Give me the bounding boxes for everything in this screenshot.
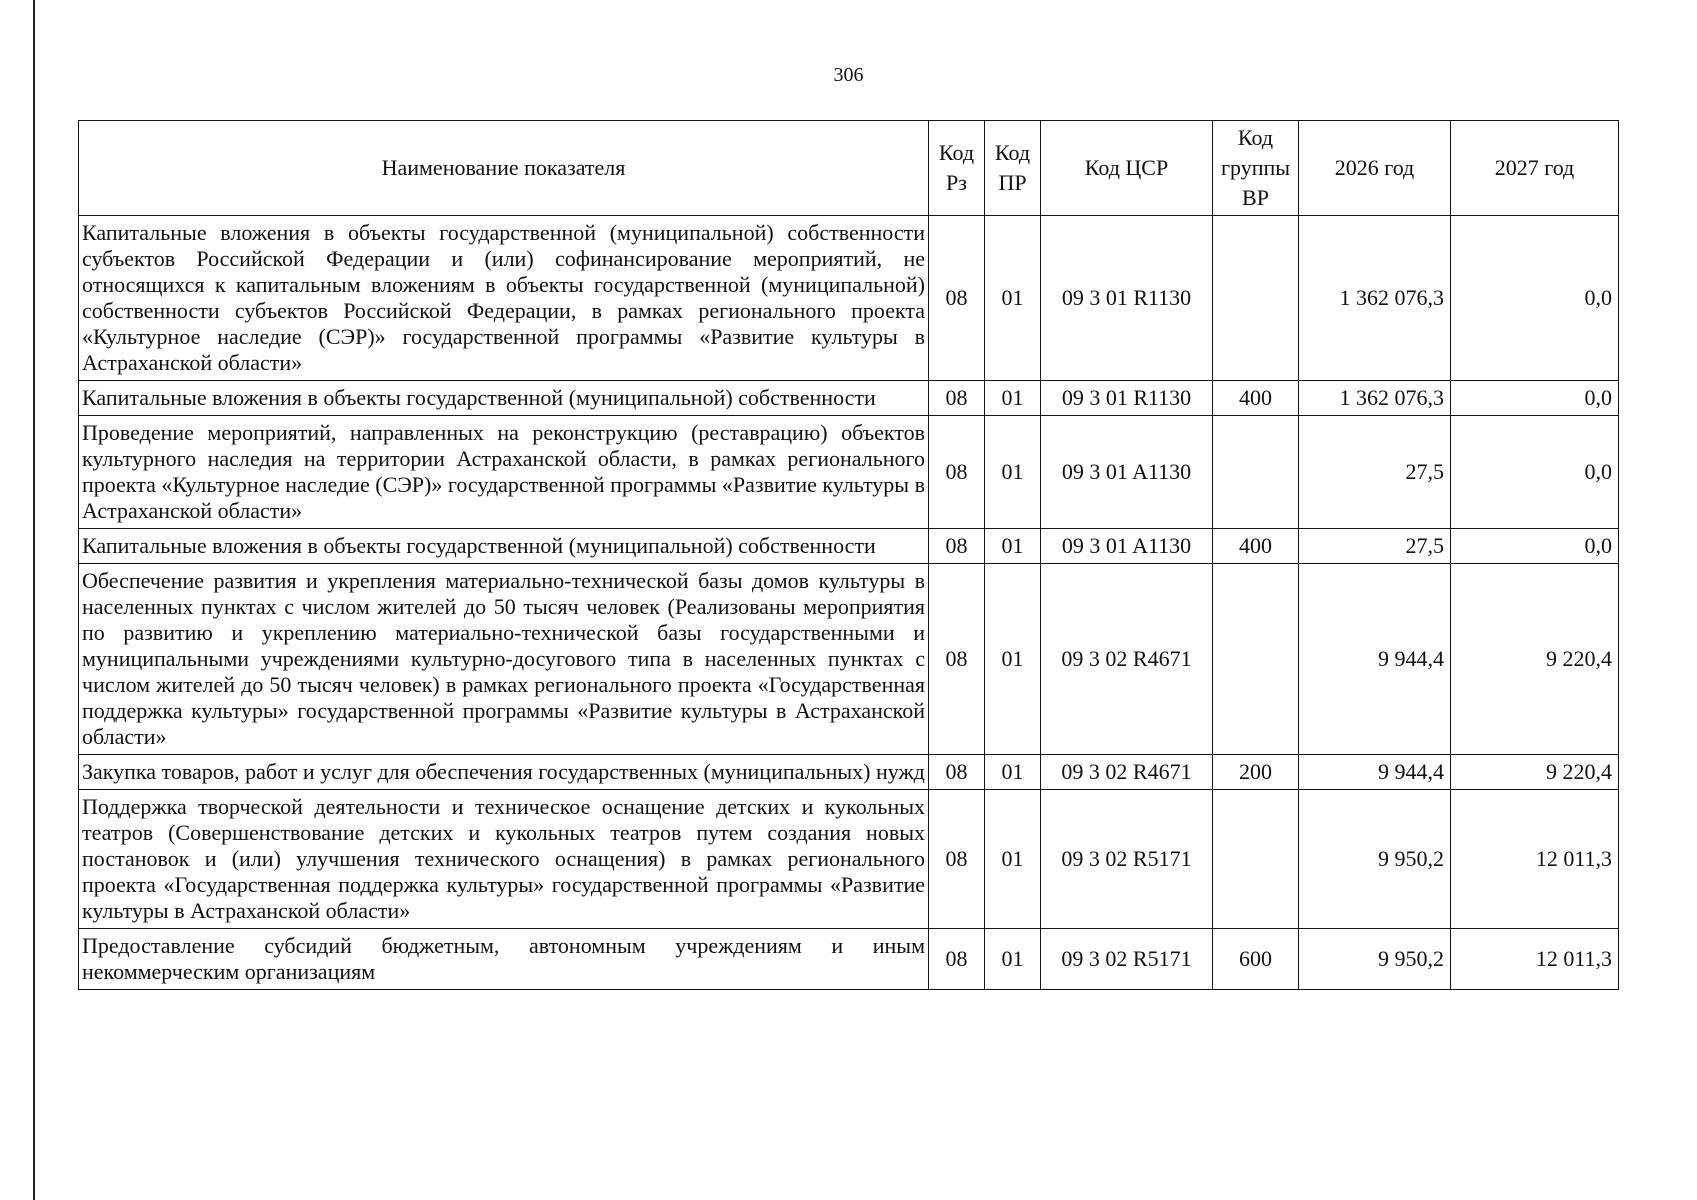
row-2027: 0,0 [1451,216,1619,381]
row-2027: 9 220,4 [1451,755,1619,790]
row-vr: 200 [1213,755,1299,790]
table-row [79,381,1619,416]
row-pr: 01 [985,790,1041,929]
header-pr: Код ПР [985,121,1041,216]
header-name: Наименование показателя [79,121,929,216]
row-2026: 9 950,2 [1299,790,1451,929]
table-row [79,416,1619,529]
row-name: Проведение мероприятий, направленных на реконструкцию (реставрацию) объектов культурного наследия на территории Астраханской области, в рамках регионального проекта «Культурное наследие (СЭР)» государственной программы «Развитие культуры в Астраханской области» [79,416,929,529]
header-2027: 2027 год [1451,121,1619,216]
row-rz: 08 [929,381,985,416]
table-header-row [79,121,1619,216]
row-pr: 01 [985,416,1041,529]
row-2026: 1 362 076,3 [1299,381,1451,416]
row-2026: 1 362 076,3 [1299,216,1451,381]
row-2027: 12 011,3 [1451,929,1619,990]
row-2027: 0,0 [1451,416,1619,529]
row-pr: 01 [985,755,1041,790]
row-vr: 400 [1213,529,1299,564]
row-name: Капитальные вложения в объекты государственной (муниципальной) собственности [79,529,929,564]
row-2027: 0,0 [1451,381,1619,416]
row-name: Обеспечение развития и укрепления материально-технической базы домов культуры в населенных пунктах с числом жителей до 50 тысяч человек (Реализованы мероприятия по развитию и укреплению материально-технической базы государственными и муниципальными учреждениями культурно-досугового типа в населенных пунктах с числом жителей до 50 тысяч человек) в рамках регионального проекта «Государственная поддержка культуры» государственной программы «Развитие культуры в Астраханской области» [79,564,929,755]
row-vr [1213,216,1299,381]
row-csr: 09 3 02 R5171 [1041,790,1213,929]
row-vr: 400 [1213,381,1299,416]
row-csr: 09 3 02 R4671 [1041,564,1213,755]
row-name: Поддержка творческой деятельности и техническое оснащение детских и кукольных театров (Совершенствование детских и кукольных театров путем создания новых постановок и (или) улучшения технического оснащения) в рамках регионального проекта «Государственная поддержка культуры» государственной программы «Развитие культуры в Астраханской области» [79,790,929,929]
header-csr: Код ЦСР [1041,121,1213,216]
row-2027: 0,0 [1451,529,1619,564]
header-rz: Код Рз [929,121,985,216]
row-csr: 09 3 02 R5171 [1041,929,1213,990]
row-csr: 09 3 01 R1130 [1041,216,1213,381]
row-rz: 08 [929,216,985,381]
row-2027: 12 011,3 [1451,790,1619,929]
header-2026: 2026 год [1299,121,1451,216]
row-pr: 01 [985,929,1041,990]
row-vr: 600 [1213,929,1299,990]
row-2026: 27,5 [1299,529,1451,564]
header-vr: Код группы ВР [1213,121,1299,216]
row-name: Закупка товаров, работ и услуг для обеспечения государственных (муниципальных) нужд [79,755,929,790]
row-csr: 09 3 01 A1130 [1041,416,1213,529]
table-row [79,755,1619,790]
row-rz: 08 [929,529,985,564]
row-rz: 08 [929,790,985,929]
row-2026: 9 950,2 [1299,929,1451,990]
row-csr: 09 3 01 A1130 [1041,529,1213,564]
row-2026: 9 944,4 [1299,564,1451,755]
row-pr: 01 [985,529,1041,564]
table-row [79,564,1619,755]
row-pr: 01 [985,381,1041,416]
row-pr: 01 [985,216,1041,381]
row-vr [1213,790,1299,929]
row-vr [1213,416,1299,529]
row-csr: 09 3 01 R1130 [1041,381,1213,416]
table-row [79,929,1619,990]
row-name: Капитальные вложения в объекты государственной (муниципальной) собственности субъектов Российской Федерации и (или) софинансирование мероприятий, не относящихся к капитальным вложениям в объекты государственной (муниципальной) собственности субъектов Российской Федерации, в рамках регионального проекта «Культурное наследие (СЭР)» государственной программы «Развитие культуры в Астраханской области» [79,216,929,381]
row-name: Предоставление субсидий бюджетным, автономным учреждениям и иным некоммерческим организациям [79,929,929,990]
table-row [79,216,1619,381]
row-pr: 01 [985,564,1041,755]
row-rz: 08 [929,755,985,790]
table-row [79,790,1619,929]
row-2027: 9 220,4 [1451,564,1619,755]
table-row [79,529,1619,564]
row-2026: 9 944,4 [1299,755,1451,790]
row-name: Капитальные вложения в объекты государственной (муниципальной) собственности [79,381,929,416]
page-number: 306 [833,64,864,86]
row-vr [1213,564,1299,755]
budget-table [78,120,1619,990]
binding-margin-line [33,0,35,1200]
row-2026: 27,5 [1299,416,1451,529]
row-csr: 09 3 02 R4671 [1041,755,1213,790]
row-rz: 08 [929,564,985,755]
row-rz: 08 [929,416,985,529]
row-rz: 08 [929,929,985,990]
